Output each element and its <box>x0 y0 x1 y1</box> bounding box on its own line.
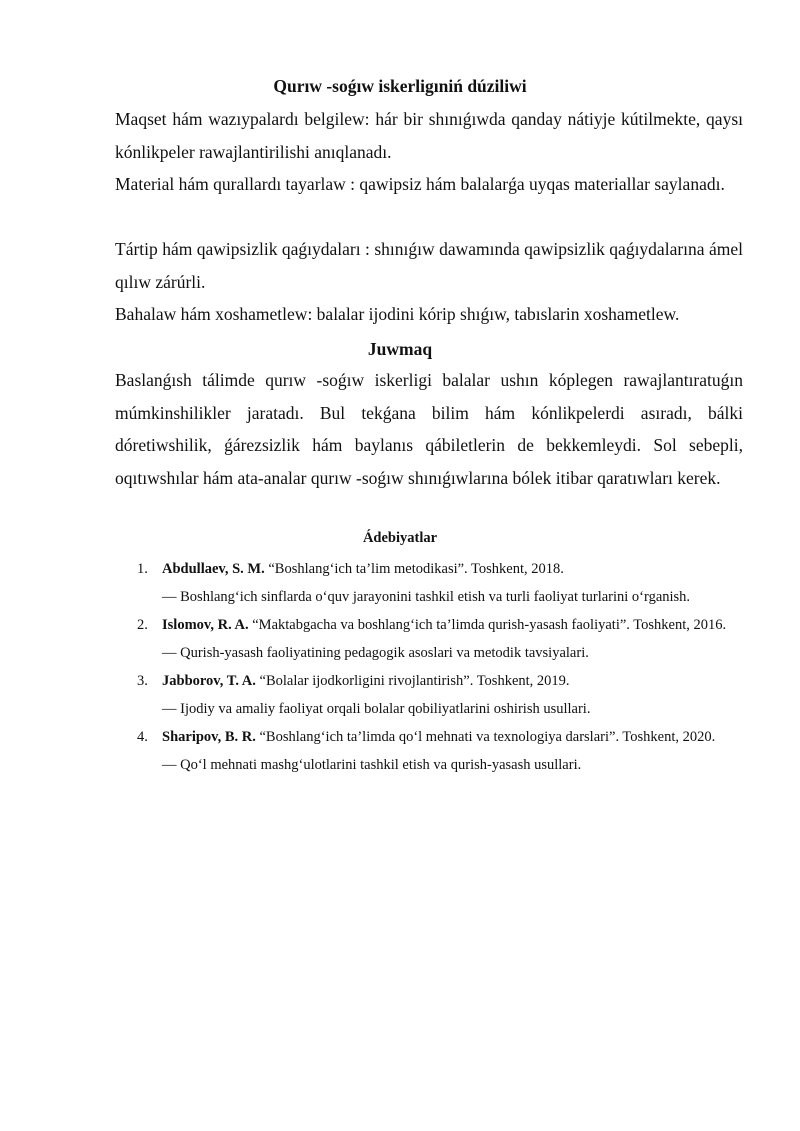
reference-note: — Boshlang‘ich sinflarda o‘quv jarayonini tashkil etish va turli faoliyat turlarini o‘rganish. <box>162 589 691 605</box>
reference-item <box>115 667 755 723</box>
reference-number: 2. <box>137 617 148 633</box>
reference-title: “Boshlang‘ich ta’lim metodikasi”. Toshkent, 2018. <box>264 561 564 577</box>
reference-author: Sharipov, B. R. <box>162 729 256 745</box>
paragraph-assessment: Bahalaw hám xoshametlew: balalar ijodini kórip shıǵıw, tabıslarin xoshametlew. <box>115 304 680 324</box>
reference-title: “Maktabgacha va boshlang‘ich ta’limda qurish-yasash faoliyati”. Toshkent, 2016. <box>248 617 727 633</box>
references-heading: Ádebiyatlar <box>362 530 438 546</box>
reference-note: — Qurish-yasash faoliyatining pedagogik asoslari va metodik tavsiyalari. <box>162 645 589 661</box>
reference-number: 4. <box>137 729 148 745</box>
document-title: Qurıw -soǵıw iskerligıniń dúziliwi <box>273 76 527 96</box>
reference-note: — Ijodiy va amaliy faoliyat orqali bolalar qobiliyatlarini oshirish usullari. <box>162 701 591 717</box>
paragraph-safety: Tártip hám qawipsizlik qaǵıydaları : shınıǵıw dawamında qawipsizlik qaǵıydalarına ámel qılıw zárúrli. <box>115 239 743 292</box>
references-list <box>115 555 755 779</box>
reference-note: — Qo‘l mehnati mashg‘ulotlarini tashkil etish va qurish-yasash usullari. <box>162 757 582 773</box>
reference-number: 1. <box>137 561 148 577</box>
reference-item <box>115 555 755 611</box>
reference-author: Jabborov, T. A. <box>162 673 256 689</box>
reference-number: 3. <box>137 673 148 689</box>
reference-item <box>115 611 755 667</box>
reference-title: “Bolalar ijodkorligini rivojlantirish”. Toshkent, 2019. <box>255 673 570 689</box>
reference-author: Abdullaev, S. M. <box>162 561 265 577</box>
paragraph-materials: Material hám qurallardı tayarlaw : qawipsiz hám balalarǵa uyqas materiallar saylanadı. <box>115 174 725 194</box>
reference-author: Islomov, R. A. <box>162 617 249 633</box>
paragraph-goals: Maqset hám wazıypalardı belgilew: hár bir shınıǵıwda qanday nátiyje kútilmekte, qaysı kónlikpeler rawajlantirilishi anıqlanadı. <box>115 109 743 162</box>
conclusion-heading: Juwmaq <box>367 339 433 359</box>
reference-title: “Boshlang‘ich ta’limda qo‘l mehnati va texnologiya darslari”. Toshkent, 2020. <box>255 729 716 745</box>
conclusion-paragraph: Baslanǵısh tálimde qurıw -soǵıw iskerligi balalar ushın kóplegen rawajlantıratuǵın múmkinshilikler jaratadı. Bul tekǵana bilim hám kónlikpelerdi asıradı, bálki dóretiwshilik, ǵárezsizlik hám baylanıs qábiletlerin de bekkemleydi. Sol sebepli, oqıtıwshılar hám ata-analar qurıw -soǵıw shınıǵıwlarına bólek itibar qaratıwları kerek. <box>115 370 743 488</box>
reference-item <box>115 723 755 779</box>
